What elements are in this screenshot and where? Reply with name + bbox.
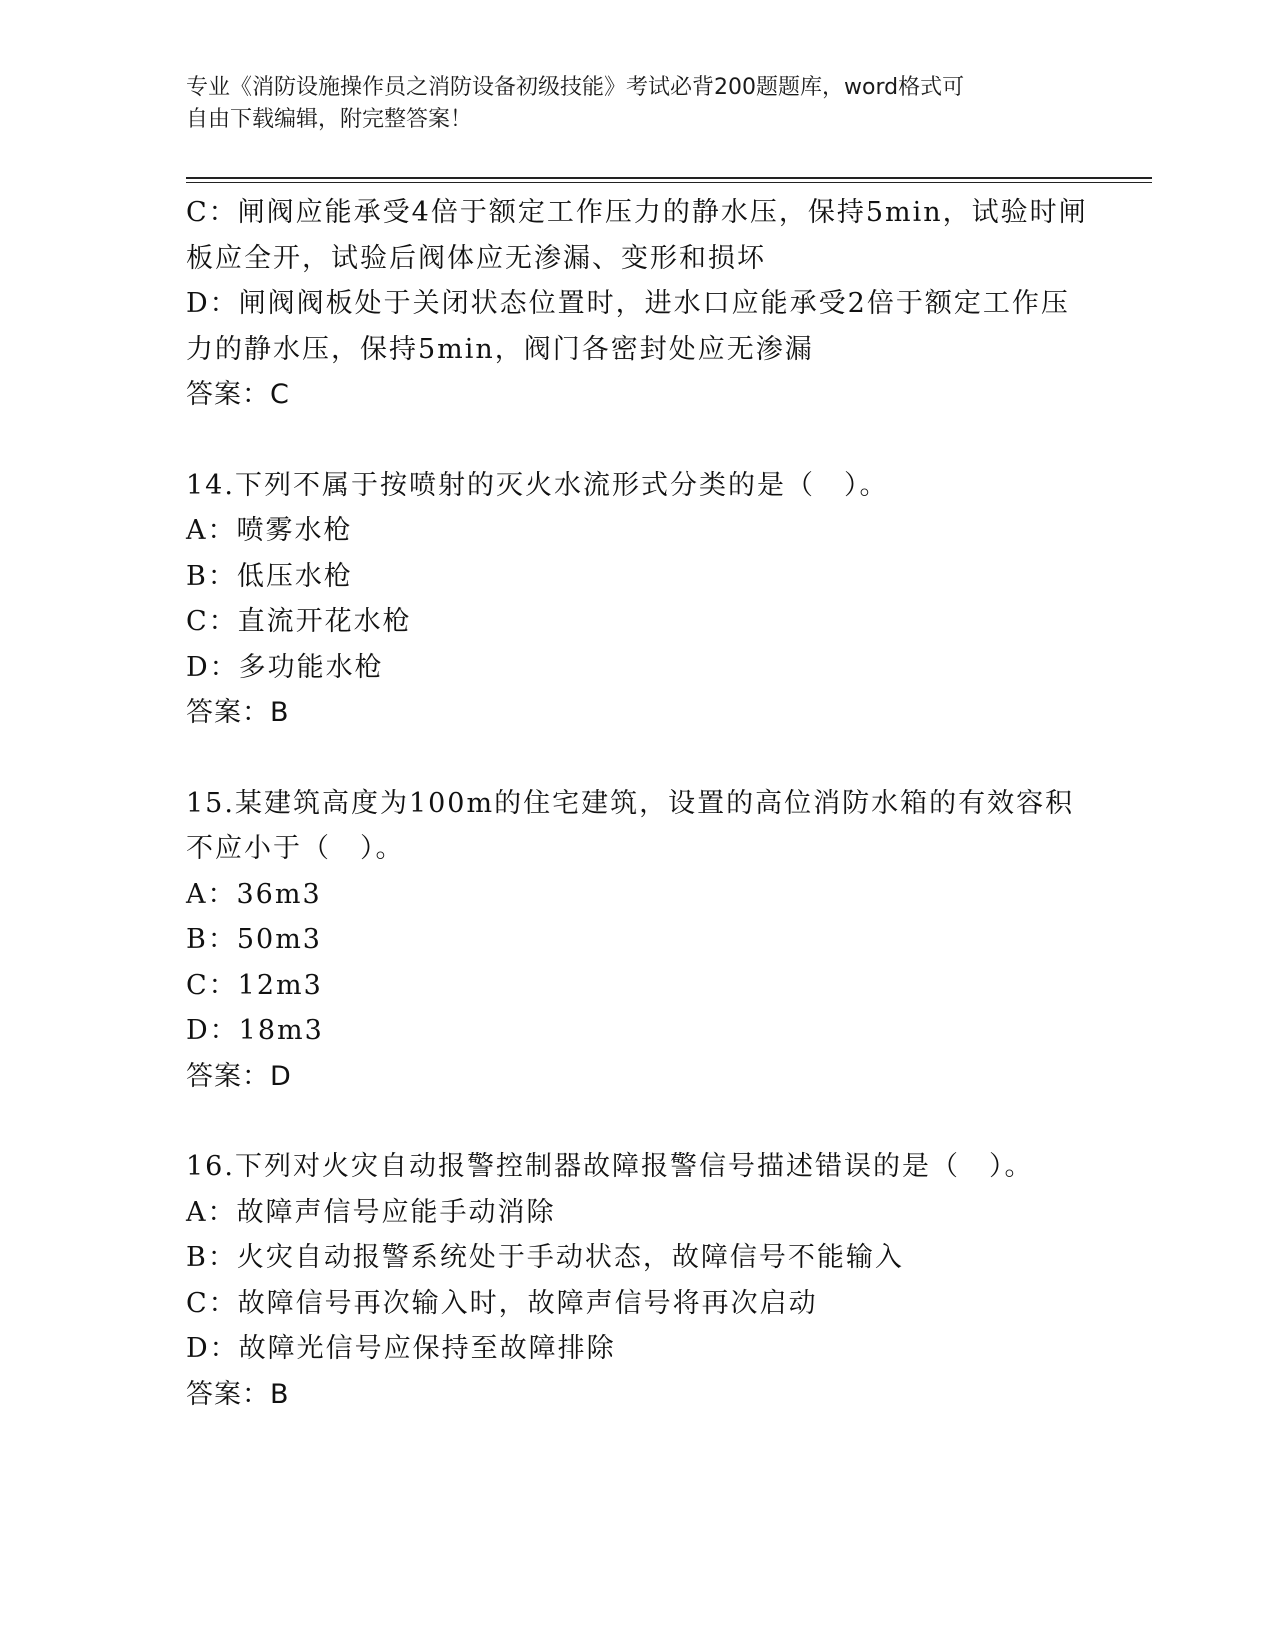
- answer-line: 答案：D: [186, 1060, 292, 1092]
- option-c-line-2: 板应全开，试验后阀体应无渗漏、变形和损坏: [186, 242, 766, 274]
- option-c: C：故障信号再次输入时，故障声信号将再次启动: [186, 1287, 818, 1319]
- answer-line: 答案：C: [186, 379, 290, 410]
- option-d-line-2: 力的静水压，保持5min，阀门各密封处应无渗漏: [186, 333, 814, 365]
- document-body: [186, 190, 1086, 1417]
- option-d: D：多功能水枪: [186, 651, 384, 683]
- continued-question-13: [186, 190, 1086, 418]
- option-b: B：50m3: [186, 924, 322, 955]
- header-title-line-2: 自由下载编辑，附完整答案！: [186, 107, 473, 132]
- option-d: D：故障光信号应保持至故障排除: [186, 1333, 616, 1364]
- option-c-line-1: C：闸阀应能承受4倍于额定工作压力的静水压，保持5min，试验时闸: [186, 197, 1088, 228]
- question-stem-line-2: 不应小于（ ）。: [186, 833, 405, 864]
- answer-line: 答案：B: [186, 697, 290, 728]
- option-c: C：12m3: [186, 969, 323, 1001]
- option-d: D：18m3: [186, 1015, 324, 1046]
- question-14: [186, 463, 1086, 736]
- question-stem: 14.下列不属于按喷射的灭火水流形式分类的是（ ）。: [186, 469, 889, 501]
- option-b: B：火灾自动报警系统处于手动状态，故障信号不能输入: [186, 1242, 904, 1273]
- option-a: A：喷雾水枪: [186, 515, 353, 546]
- option-a: A：故障声信号应能手动消除: [186, 1196, 556, 1228]
- option-c: C：直流开花水枪: [186, 606, 412, 637]
- answer-line: 答案：B: [186, 1378, 290, 1410]
- question-15: [186, 781, 1086, 1100]
- option-b: B：低压水枪: [186, 560, 353, 592]
- header-divider-thin: [186, 182, 1152, 183]
- question-stem-line-1: 15.某建筑高度为100m的住宅建筑，设置的高位消防水箱的有效容积: [186, 787, 1075, 819]
- option-a: A：36m3: [186, 878, 322, 910]
- option-d-line-1: D：闸阀阀板处于关闭状态位置时，进水口应能承受2倍于额定工作压: [186, 288, 1070, 319]
- question-16: [186, 1144, 1086, 1417]
- header-divider-thick: [186, 177, 1152, 179]
- header-title-line-1: 专业《消防设施操作员之消防设备初级技能》考试必背200题题库，word格式可: [186, 75, 965, 100]
- question-stem: 16.下列对火灾自动报警控制器故障报警信号描述错误的是（ ）。: [186, 1151, 1034, 1182]
- page-header: [186, 72, 1066, 136]
